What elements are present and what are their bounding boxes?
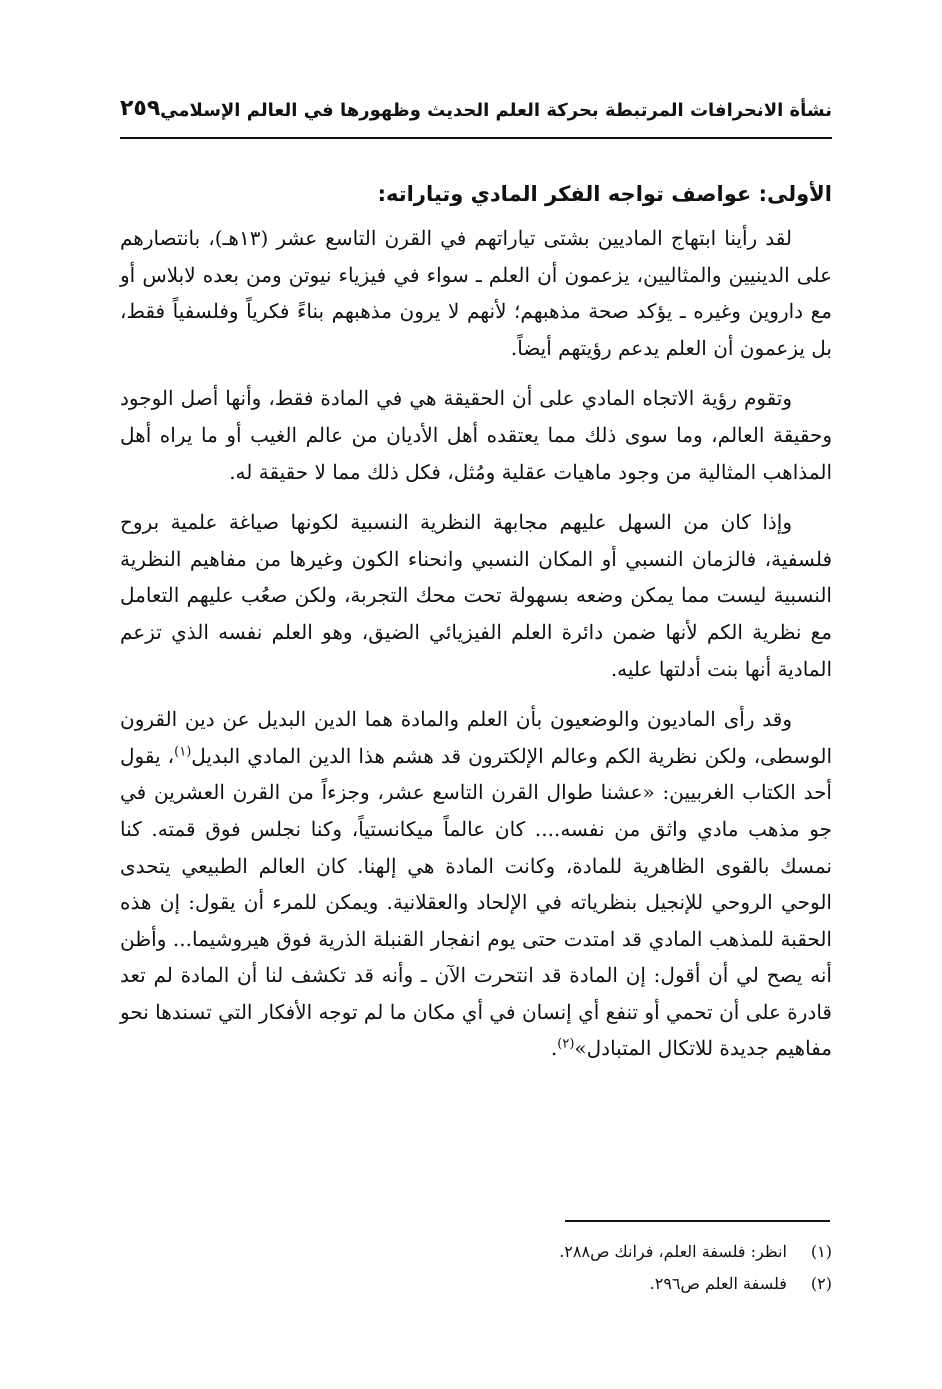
footnote-text: فلسفة العلم ص٢٩٦.: [649, 1274, 787, 1293]
paragraph-end: .: [550, 1036, 558, 1061]
paragraph: وتقوم رؤية الاتجاه المادي على أن الحقيقة هي في المادة فقط، وأنها أصل الوجود وحقيقة العالم، وما سوى ذلك مما يعتقده أهل الأديان من عالم الغيب أو ما يراه أهل المذاهب المثالية من وجود ماهيات عقلية ومُثل، فكل ذلك مما لا حقيقة له.: [120, 386, 832, 484]
main-text: [120, 176, 832, 1081]
footnote-ref-1[interactable]: (١): [174, 744, 192, 760]
paragraph-text: وقد رأى الماديون والوضعيون بأن العلم والمادة هما الدين البديل عن دين القرون الوسطى، ولكن نظرية الكم وعالم الإلكترون قد هشم هذا الدين المادي البديل: [120, 707, 833, 768]
footnote-item: [120, 1236, 832, 1268]
footnote-ref-2[interactable]: (٢): [557, 1036, 575, 1052]
running-header: [120, 96, 832, 136]
paragraph: لقد رأينا ابتهاج الماديين بشتى تياراتهم في القرن التاسع عشر (١٣هـ)، بانتصارهم على الدينيين والمثاليين، يزعمون أن العلم ـ سواء في فيزياء نيوتن ومن بعده لابلاس أو مع داروين وغيره ـ يؤكد صحة مذهبهم؛ لأنهم لا يرون مذهبهم بناءً فكرياً وفلسفياً فقط، بل يزعمون أن العلم يدعم رؤيتهم أيضاً.: [120, 226, 832, 360]
page-number: ٢٥٩: [120, 96, 161, 121]
footnote-number: (١): [810, 1242, 832, 1261]
footnote-number: (٢): [810, 1274, 832, 1293]
quote-text: ، يقول أحد الكتاب الغربيين: «عشنا طوال القرن التاسع عشر، وجزءاً من القرن العشرين في جو مذهب مادي واثق من نفسه.... كان عالماً ميكانستياً، وكنا نجلس فوق قمته. كنا نمسك بالقوى الظاهرية للمادة، وكانت المادة هي إلهنا. كان العالم الطبيعي يتحدى الوحي الروحي للإنجيل بنظرياته في الإلحاد والعقلانية. ويمكن للمرء أن يقول: إن هذه الحقبة للمذهب المادي قد امتدت حتى يوم انفجار القنبلة الذرية فوق هيروشيما... وأظن أنه يصح لي أن أقول: إن المادة قد انتحرت الآن ـ وأنه قد تكشف لنا أن المادة لم تعد قادرة على أن تحمي أو تنفع أي إنسان في أي مكان ما لم توجه الأفكار التي تسندها نحو مفاهيم جديدة للاتكال المتبادل»: [120, 743, 832, 1061]
footnote-text: انظر: فلسفة العلم، فرانك ص٢٨٨.: [559, 1242, 787, 1261]
header-divider: [120, 137, 832, 139]
section-heading: الأولى: عواصف تواجه الفكر المادي وتياراته:: [377, 182, 832, 206]
footnote-divider: [565, 1220, 830, 1222]
footnotes: [120, 1236, 832, 1300]
paragraph-with-quote: [120, 701, 832, 1067]
paragraph: وإذا كان من السهل عليهم مجابهة النظرية النسبية لكونها صياغة علمية بروح فلسفية، فالزمان النسبي أو المكان النسبي وانحناء الكون وغيرها من مفاهيم النظرية النسبية ليست مما يمكن وضعه بسهولة تحت محك التجربة، ولكن صعُب عليهم التعامل مع نظرية الكم لأنها ضمن دائرة العلم الفيزيائي الضيق، وهو العلم نفسه الذي تزعم المادية أنها بنت أدلتها عليه.: [120, 510, 833, 681]
running-title: نشأة الانحرافات المرتبطة بحركة العلم الحديث وظهورها في العالم الإسلامي: [160, 100, 832, 121]
footnote-item: [120, 1268, 832, 1300]
